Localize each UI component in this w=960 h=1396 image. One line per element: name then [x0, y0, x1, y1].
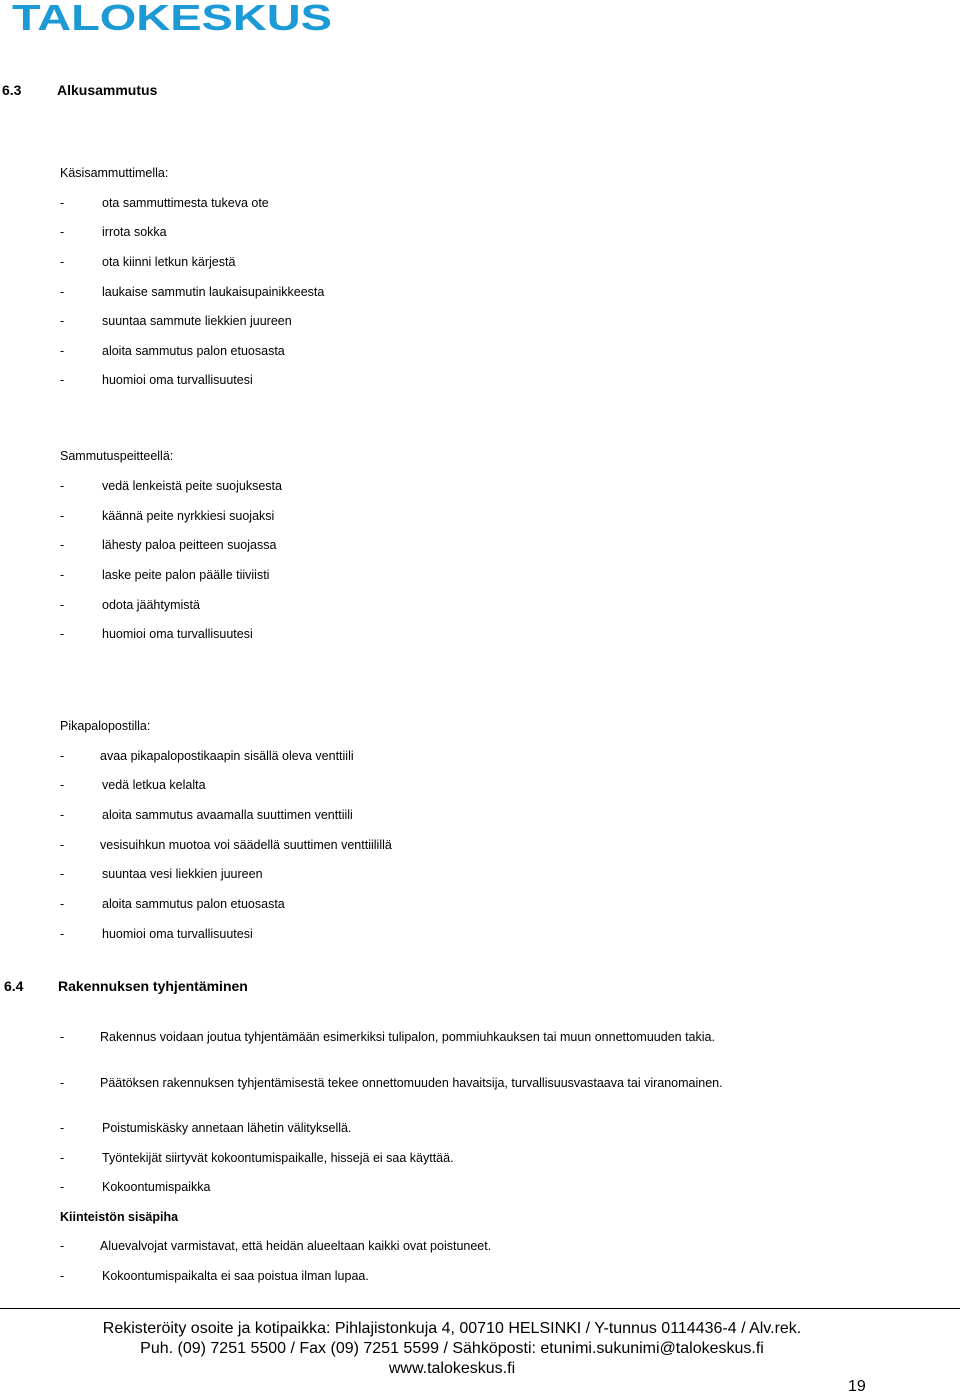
list-dash: - [60, 1180, 65, 1194]
list-dash: - [60, 225, 65, 239]
list-dash: - [60, 927, 65, 941]
list-dash: - [60, 1121, 65, 1135]
list-item-text: vesisuihkun muotoa voi säädellä suuttimen venttiilillä [100, 838, 392, 852]
list-dash: - [60, 808, 65, 822]
logo-text: TALOKESKUS [12, 2, 332, 32]
footer-website: www.talokeskus.fi [388, 1360, 516, 1377]
evacuation-paragraph [60, 1029, 740, 1045]
list-dash: - [60, 1030, 65, 1044]
list-item-text: irrota sokka [102, 225, 167, 239]
list-dash: - [60, 373, 65, 387]
list-dash: - [60, 1151, 65, 1165]
list-item-text: Kokoontumispaikalta ei saa poistua ilman lupaa. [102, 1269, 369, 1283]
list-item-text: odota jäähtymistä [102, 598, 200, 612]
list-dash: - [60, 255, 65, 269]
list-item-text: ota sammuttimesta tukeva ote [102, 196, 269, 210]
list-dash: - [60, 897, 65, 911]
list-item-text: Aluevalvojat varmistavat, että heidän alueeltaan kaikki ovat poistuneet. [100, 1239, 492, 1253]
evacuation-paragraph [60, 1075, 740, 1091]
list-dash: - [60, 1269, 65, 1283]
list-dash: - [60, 778, 65, 792]
paragraph-text: Rakennus voidaan joutua tyhjentämään esimerkiksi tulipalon, pommiuhkauksen tai muun onnettomuuden takia. [100, 1030, 715, 1044]
list-item-text: ota kiinni letkun kärjestä [102, 255, 236, 269]
list-dash: - [60, 196, 65, 210]
paragraph-text: Päätöksen rakennuksen tyhjentämisestä tekee onnettomuuden havaitsija, turvallisuusvastaava tai viranomainen. [100, 1076, 723, 1090]
list-dash: - [60, 867, 65, 881]
section-number: 6.4 [4, 978, 24, 994]
list-item-text: huomioi oma turvallisuutesi [102, 627, 253, 641]
list-item-text: huomioi oma turvallisuutesi [102, 927, 253, 941]
list-dash: - [60, 479, 65, 493]
list-item-text: suuntaa sammute liekkien juureen [102, 314, 292, 328]
list-item-text: aloita sammutus palon etuosasta [102, 897, 285, 911]
footer-registered-address: Rekisteröity osoite ja kotipaikka: Pihlajistonkuja 4, 00710 HELSINKI / Y-tunnus 0114436-4 / Alv.rek. [102, 1320, 802, 1337]
list-item-text: laukaise sammutin laukaisupainikkeesta [102, 285, 325, 299]
list-dash: - [60, 285, 65, 299]
list-item-text: vedä lenkeistä peite suojuksesta [102, 479, 282, 493]
talokeskus-logo [12, 2, 334, 32]
section-title: Rakennuksen tyhjentäminen [58, 978, 248, 994]
list-item-text: Kokoontumispaikka [102, 1180, 211, 1194]
list-item-text: Poistumiskäsky annetaan lähetin välityksellä. [102, 1121, 352, 1135]
group-label: Käsisammuttimella: [60, 166, 169, 180]
list-dash: - [60, 314, 65, 328]
group-label: Pikapalopostilla: [60, 719, 151, 733]
list-dash: - [60, 749, 65, 763]
list-item-text: suuntaa vesi liekkien juureen [102, 867, 263, 881]
list-item-text: huomioi oma turvallisuutesi [102, 373, 253, 387]
list-item-text: lähesty paloa peitteen suojassa [102, 538, 277, 552]
list-dash: - [60, 344, 65, 358]
footer-contact: Puh. (09) 7251 5500 / Fax (09) 7251 5599 / Sähköposti: etunimi.sukunimi@talokeskus.fi [140, 1340, 764, 1357]
list-item-text: aloita sammutus avaamalla suuttimen venttiili [102, 808, 353, 822]
list-dash: - [60, 1239, 65, 1253]
group-label: Sammutuspeitteellä: [60, 449, 174, 463]
section-title: Alkusammutus [57, 82, 158, 98]
list-dash: - [60, 509, 65, 523]
list-dash: - [60, 1076, 65, 1090]
subheading: Kiinteistön sisäpiha [60, 1210, 179, 1224]
footer-divider [0, 1308, 960, 1309]
list-dash: - [60, 838, 65, 852]
list-dash: - [60, 568, 65, 582]
page-number: 19 [848, 1378, 866, 1395]
list-item-text: laske peite palon päälle tiiviisti [102, 568, 270, 582]
list-item-text: vedä letkua kelalta [102, 778, 206, 792]
section-number: 6.3 [2, 82, 22, 98]
list-dash: - [60, 538, 65, 552]
list-item-text: käännä peite nyrkkiesi suojaksi [102, 509, 275, 523]
list-item-text: aloita sammutus palon etuosasta [102, 344, 285, 358]
list-dash: - [60, 627, 65, 641]
list-item-text: avaa pikapalopostikaapin sisällä oleva venttiili [100, 749, 354, 763]
list-item-text: Työntekijät siirtyvät kokoontumispaikalle, hissejä ei saa käyttää. [102, 1151, 454, 1165]
list-dash: - [60, 598, 65, 612]
